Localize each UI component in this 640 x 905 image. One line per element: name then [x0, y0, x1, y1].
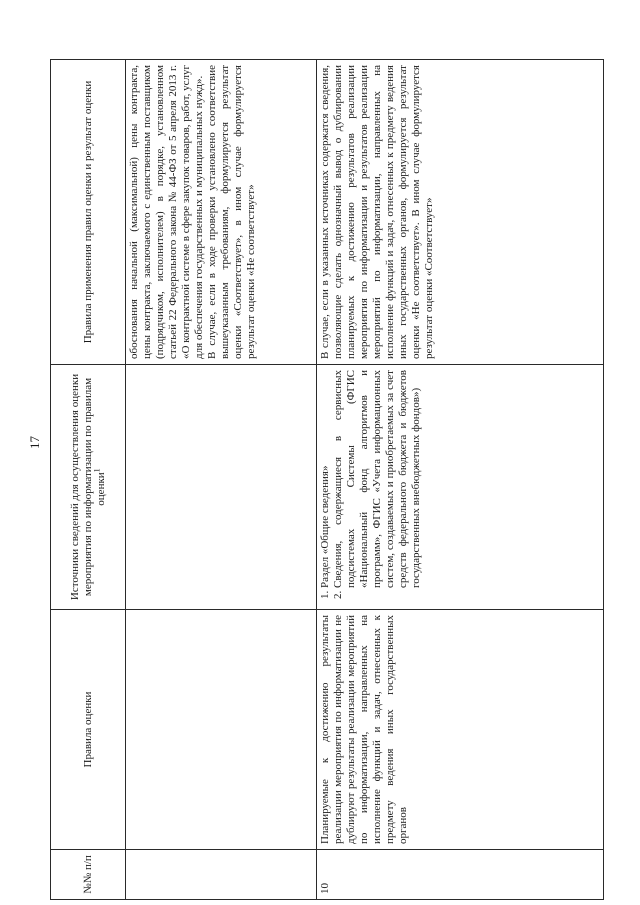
cell-rule: Планируемые к достижению результаты реализации мероприятия по информатизации не дублируют результаты реализации мероприятий по информатизации, направленных на исполнение функций и задач, отнесенных к предмету ведения иных государственных органов — [317, 610, 604, 850]
cell-rule-empty — [126, 610, 317, 850]
cell-sources — [317, 365, 604, 610]
sources-list — [319, 370, 423, 604]
table-row-10 — [317, 60, 604, 900]
cell-num-empty — [126, 850, 317, 900]
source-item: 2. Сведения, содержащиеся в сервисных подсистемах Системы (ФГИС «Национальный фонд алгоритмов и программ», ФГИС «Учета информационных систем, создаваемых и приобретаемых за счет средств федерального бюджета и бюджетов государственных внебюджетных фондов») — [332, 370, 423, 588]
cell-num: 10 — [317, 850, 604, 900]
header-rule: Правила оценки — [51, 610, 126, 850]
source-item: 1. Раздел «Общие сведения» — [319, 370, 332, 588]
application-paragraph: В случае, если в ходе проверки установлено соответствие вышеуказанным требованиям, формулируется результат оценки «Соответствует», в ином случае формулируется результат оценки «Не соответствует» — [206, 65, 257, 359]
table-header-row — [51, 60, 126, 900]
header-sources-text: Источники сведений для осуществления оценки мероприятия по информатизации по правилам оценки — [68, 373, 107, 601]
header-num: №№ п/п — [51, 850, 126, 900]
header-application: Правила применения правил оценки и результат оценки — [51, 60, 126, 365]
rotated-page-content — [50, 60, 610, 900]
footnote-mark: 1 — [91, 468, 101, 473]
cell-application: В случае, если в указанных источниках содержатся сведения, позволяющие сделать однозначный вывод о дублировании планируемых к достижению результатов реализации мероприятия по информатизации и результатов реализации мероприятий по информатизации, направленных на исполнение функций и задач, отнесенных к предмету ведения иных государственных органов, формулируется результат оценки «Не соответствует». В ином случае формулируется результат оценки «Соответствует» — [317, 60, 604, 365]
application-paragraph: обоснования начальной (максимальной) цены контракта, цены контракта, заключаемого с единственным поставщиком (подрядчиком, исполнителем) в порядке, установленном статьей 22 Федерального закона № 44-ФЗ от 5 апреля 2013 г. «О контрактной системе в сфере закупок товаров, работ, услуг для обеспечения государственных и муниципальных нужд». — [128, 65, 205, 359]
table-row-continued — [126, 60, 317, 900]
header-sources — [51, 365, 126, 610]
evaluation-rules-table — [50, 59, 604, 900]
page-number: 17 — [27, 436, 42, 449]
cell-application-continued — [126, 60, 317, 365]
cell-sources-empty — [126, 365, 317, 610]
